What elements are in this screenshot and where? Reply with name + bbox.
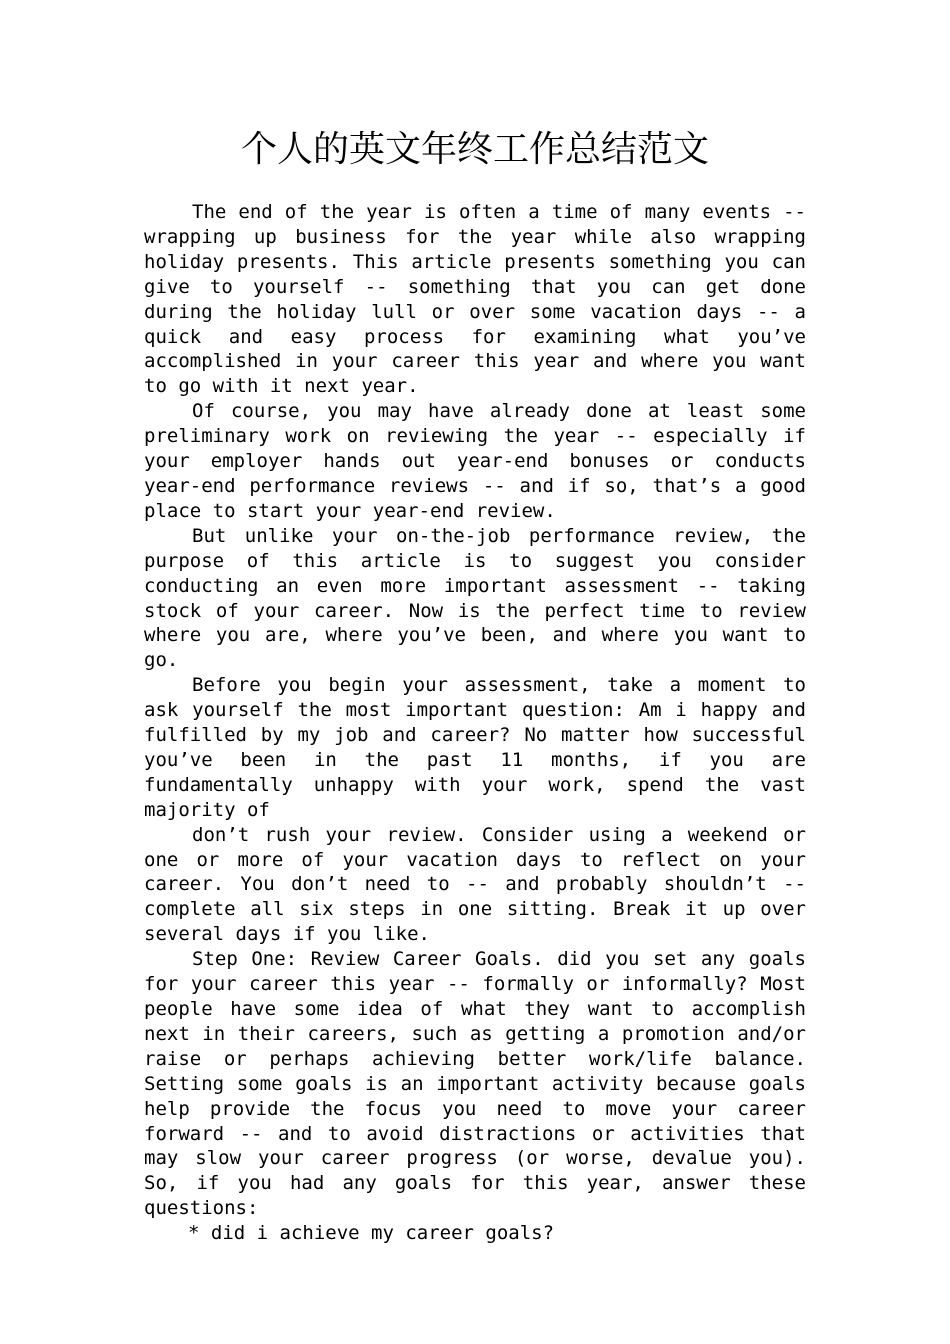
paragraph: The end of the year is often a time of many events -- wrapping up business for the year while also wrapping holiday presents. This article presents something you can give to yourself -- something that you can get done during the holiday lull or over some vacation days -- a quick and easy process for examining what you’ve accomplished in your career this year and where you want to go with it next year. (144, 201, 806, 398)
paragraph: don’t rush your review. Consider using a weekend or one or more of your vacation days to reflect on your career. You don’t need to -- and probably shouldn’t -- complete all six steps in one sitting. Break it up over several days if you like. (144, 823, 806, 946)
bullet-item: * did i achieve my career goals? (188, 1222, 555, 1245)
document-title: 个人的英文年终工作总结范文 (240, 129, 709, 170)
paragraph: Step One: Review Career Goals. did you set any goals for your career this year -- formally or informally? Most people have some idea of what they want to accomplish next in their careers, such as getting a promotion and/or raise or perhaps achieving better work/life balance. Setting some goals is an important activity because goals help provide the focus you need to move your career forward -- and to avoid distractions or activities that may slow your career progress (or worse, devalue you). So, if you had any goals for this year, answer these questions: (144, 948, 806, 1220)
document-body (144, 200, 806, 1246)
paragraph: But unlike your on-the-job performance review, the purpose of this article is to suggest you consider conducting an even more important assessment -- taking stock of your career. Now is the perfect time to review where you are, where you’ve been, and where you want to go. (144, 524, 806, 672)
paragraph: Of course, you may have already done at least some preliminary work on reviewing the year -- especially if your employer hands out year-end bonuses or conducts year-end performance reviews -- and if so, that’s a good place to start your year-end review. (144, 400, 806, 522)
paragraph: Before you begin your assessment, take a moment to ask yourself the most important question: Am i happy and fulfilled by my job and career? No matter how successful you’ve been in the past 11 months, if you are fundamentally unhappy with your work, spend the vast majority of (144, 674, 806, 821)
